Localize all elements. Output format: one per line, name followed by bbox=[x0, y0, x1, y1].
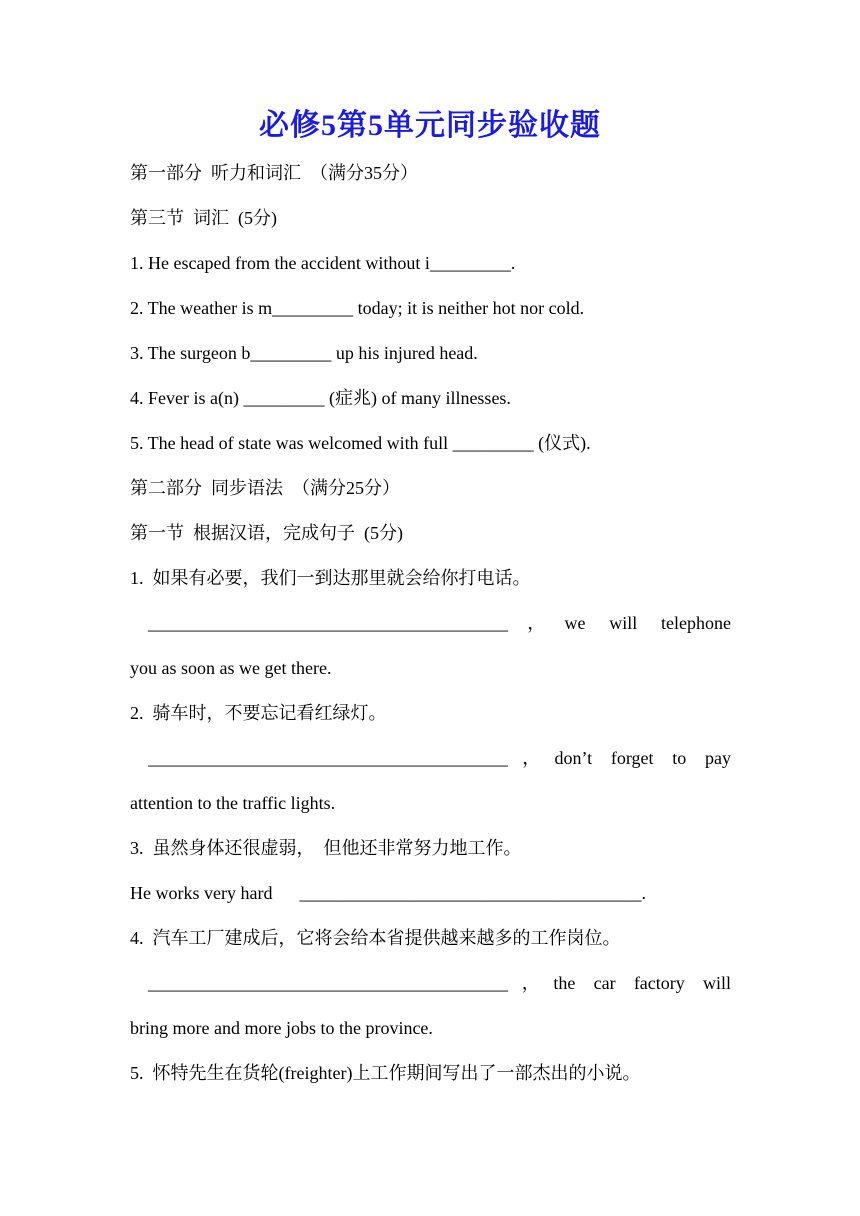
question-2-prompt: 2. 骑车时，不要忘记看红绿灯。 bbox=[130, 703, 387, 723]
question-3-answer-line: He works very hard ______________________________________. bbox=[130, 883, 646, 903]
page-title: 必修5第5单元同步验收题 bbox=[259, 109, 601, 142]
vocab-item-2: 2. The weather is m_________ today; it is neither hot nor cold. bbox=[130, 298, 585, 318]
question-2-answer-line: ________________________________________，don’t forget to pay bbox=[148, 748, 731, 768]
section-heading-part1: 第一部分 听力和词汇 （满分35分） bbox=[130, 163, 418, 183]
section-heading-translation: 第一节 根据汉语，完成句子 (5分) bbox=[130, 523, 403, 543]
question-1-continuation: you as soon as we get there. bbox=[130, 658, 332, 678]
question-2-continuation: attention to the traffic lights. bbox=[130, 793, 336, 813]
vocab-item-5: 5. The head of state was welcomed with full _________ (仪式). bbox=[130, 433, 591, 453]
question-1-prompt: 1. 如果有必要，我们一到达那里就会给你打电话。 bbox=[130, 568, 531, 588]
vocab-item-3: 3. The surgeon b_________ up his injured head. bbox=[130, 343, 478, 363]
vocab-item-1: 1. He escaped from the accident without i_________. bbox=[130, 253, 516, 273]
question-5-prompt: 5. 怀特先生在货轮(freighter)上工作期间写出了一部杰出的小说。 bbox=[130, 1063, 641, 1083]
question-4-continuation: bring more and more jobs to the province. bbox=[130, 1018, 433, 1038]
question-3-prompt: 3. 虽然身体还很虚弱， 但他还非常努力地工作。 bbox=[130, 838, 522, 858]
vocab-item-4: 4. Fever is a(n) _________ (症兆) of many illnesses. bbox=[130, 388, 511, 408]
question-4-answer-line: ________________________________________，the car factory will bbox=[148, 973, 731, 993]
section-heading-part2: 第二部分 同步语法 （满分25分） bbox=[130, 478, 400, 498]
question-1-answer-line: ________________________________________，we will telephone bbox=[148, 613, 731, 633]
question-4-prompt: 4. 汽车工厂建成后，它将会给本省提供越来越多的工作岗位。 bbox=[130, 928, 621, 948]
section-heading-vocab: 第三节 词汇 (5分) bbox=[130, 208, 277, 228]
